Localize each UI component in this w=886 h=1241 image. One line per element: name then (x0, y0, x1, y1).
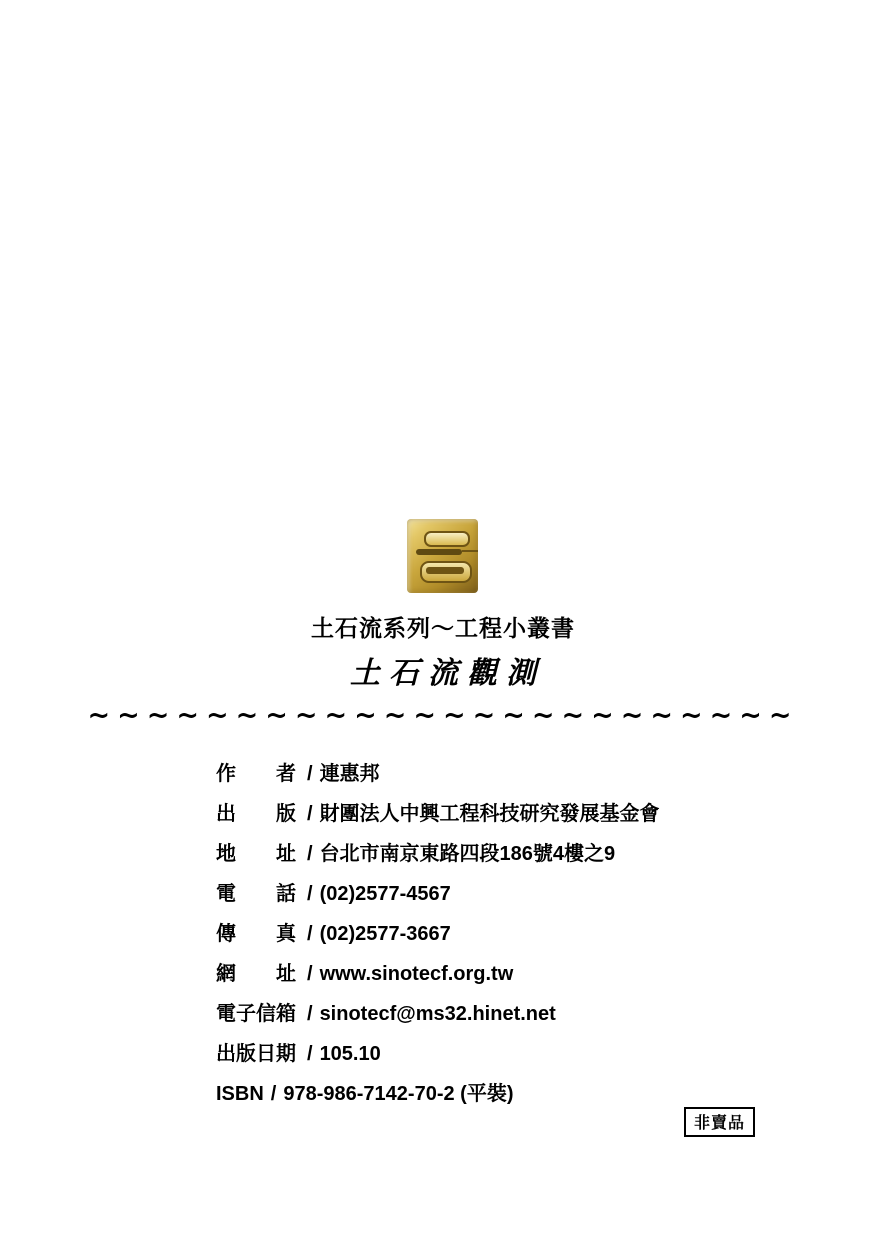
info-separator: / (307, 923, 313, 945)
logo-right-line (462, 550, 478, 552)
info-label: 出版日期 (216, 1043, 296, 1065)
info-value: 台北市南京東路四段186號4樓之9 (319, 843, 616, 865)
info-value: 105.10 (319, 1043, 381, 1065)
not-for-sale-badge: 非賣品 (684, 1107, 755, 1137)
info-row-telephone (216, 883, 660, 906)
logo-top-slot (424, 531, 470, 547)
publisher-logo-icon (407, 519, 478, 593)
logo-top-shadow-bar (416, 549, 462, 555)
logo-bottom-bar (426, 567, 464, 574)
info-separator: / (307, 843, 313, 865)
info-row-publisher (216, 803, 660, 826)
tilde-divider: ~~~~~~~~~~~~~~~~~~~~~~~~ (87, 700, 799, 731)
info-label: 出 版 (216, 803, 296, 825)
info-label: ISBN (216, 1083, 264, 1105)
info-label: 地 址 (216, 843, 296, 865)
info-label: 電子信箱 (216, 1003, 296, 1025)
info-row-isbn (216, 1083, 660, 1106)
info-row-publish-date (216, 1043, 660, 1066)
info-value: 978-986-7142-70-2 (平裝) (283, 1083, 514, 1105)
info-label: 作 者 (216, 763, 296, 785)
info-separator: / (270, 1083, 277, 1105)
info-separator: / (307, 803, 313, 825)
info-label: 電 話 (216, 883, 296, 905)
series-title: 土石流系列～工程小叢書 (311, 615, 575, 641)
info-label: 傳 真 (216, 923, 296, 945)
book-title: 土石流觀測 (350, 656, 545, 691)
info-value: (02)2577-3667 (319, 923, 451, 945)
info-value: 財團法人中興工程科技研究發展基金會 (319, 803, 660, 825)
info-separator: / (307, 963, 313, 985)
info-value: (02)2577-4567 (319, 883, 451, 905)
info-separator: / (307, 1003, 313, 1025)
info-separator: / (307, 1043, 313, 1065)
info-value-website-url: www.sinotecf.org.tw (319, 963, 514, 985)
info-value-email-address: sinotecf@ms32.hinet.net (319, 1003, 556, 1025)
info-label: 網 址 (216, 963, 296, 985)
info-separator: / (307, 883, 313, 905)
info-row-email (216, 1003, 660, 1026)
info-row-address (216, 843, 660, 866)
info-row-website (216, 963, 660, 986)
info-row-fax (216, 923, 660, 946)
info-row-author (216, 763, 660, 786)
info-separator: / (307, 763, 313, 785)
publication-info-list (216, 763, 660, 1123)
info-value: 連惠邦 (319, 763, 380, 785)
